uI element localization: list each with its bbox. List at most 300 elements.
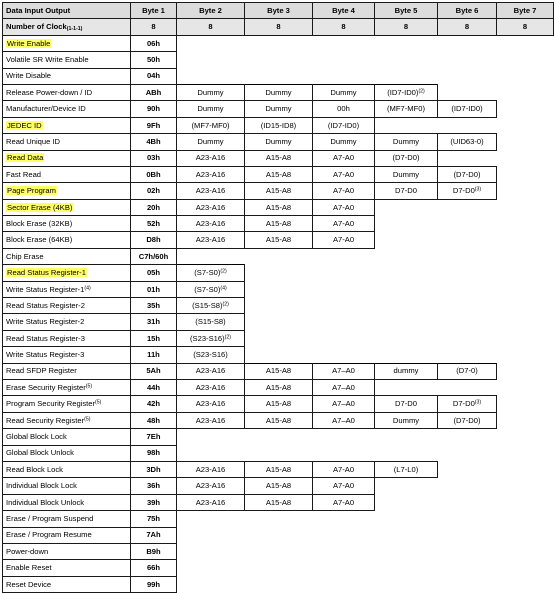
byte-value: A7–A0 <box>332 382 355 392</box>
byte-cell <box>313 216 375 232</box>
opcode-cell <box>131 445 177 461</box>
empty-cell <box>313 429 375 445</box>
opcode-cell <box>131 527 177 543</box>
opcode: 04h <box>146 71 161 81</box>
empty-cell <box>375 68 438 84</box>
byte-cell <box>438 412 497 428</box>
byte-value: A23-A16 <box>195 399 226 409</box>
command-row <box>3 445 554 461</box>
empty-cell <box>438 330 497 346</box>
opcode: 52h <box>146 218 161 228</box>
byte-value: A7-A0 <box>332 218 355 228</box>
command-name: Block Erase (32KB) <box>6 218 73 228</box>
byte-cell <box>375 183 438 199</box>
command-name: Fast Read <box>6 169 42 179</box>
empty-cell <box>177 543 245 559</box>
empty-cell <box>438 560 497 576</box>
byte-value: (S7-S0) <box>194 268 221 278</box>
opcode-cell <box>131 35 177 51</box>
empty-cell <box>313 314 375 330</box>
byte-value: A15-A8 <box>265 235 292 245</box>
opcode-cell <box>131 543 177 559</box>
byte-value: A23-A16 <box>195 218 226 228</box>
opcode: 20h <box>146 202 161 212</box>
empty-cell <box>177 527 245 543</box>
empty-cell <box>438 298 497 314</box>
byte-cell <box>177 117 245 133</box>
command-name-cell <box>3 166 131 182</box>
opcode-cell <box>131 429 177 445</box>
byte-cell <box>438 166 497 182</box>
empty-cell <box>438 68 497 84</box>
empty-cell <box>497 363 554 379</box>
header-cell: Byte 4 <box>313 3 375 19</box>
header-cell: Data Input Output <box>3 3 131 19</box>
byte-value: A23-A16 <box>195 169 226 179</box>
empty-cell <box>497 527 554 543</box>
byte-value: A15-A8 <box>265 399 292 409</box>
byte-value: A7–A0 <box>332 415 355 425</box>
byte-value: A23-A16 <box>195 382 226 392</box>
empty-cell <box>245 543 313 559</box>
command-row <box>3 363 554 379</box>
command-row <box>3 396 554 412</box>
command-name-cell <box>3 478 131 494</box>
command-name: Chip Erase <box>6 251 44 261</box>
empty-cell <box>313 68 375 84</box>
empty-cell <box>375 314 438 330</box>
empty-cell <box>245 445 313 461</box>
empty-cell <box>497 248 554 264</box>
byte-cell <box>313 461 375 477</box>
empty-cell <box>313 543 375 559</box>
empty-cell <box>497 101 554 117</box>
byte-cell <box>245 84 313 100</box>
empty-cell <box>438 461 497 477</box>
byte-cell <box>177 134 245 150</box>
command-name: Enable Reset <box>6 563 52 573</box>
byte-cell <box>375 101 438 117</box>
opcode: B9h <box>146 546 161 556</box>
byte-cell <box>313 494 375 510</box>
byte-value: Dummy <box>392 415 420 425</box>
byte-value: A23-A16 <box>195 497 226 507</box>
empty-cell <box>375 330 438 346</box>
opcode-cell <box>131 396 177 412</box>
empty-cell <box>375 478 438 494</box>
byte-cell <box>177 379 245 395</box>
empty-cell <box>177 68 245 84</box>
byte-value: A15-A8 <box>265 464 292 474</box>
command-name-cell <box>3 330 131 346</box>
clock-count-cell: 8 <box>497 19 554 35</box>
empty-cell <box>497 265 554 281</box>
empty-cell <box>438 248 497 264</box>
command-name-cell <box>3 527 131 543</box>
empty-cell <box>438 429 497 445</box>
opcode: 5Ah <box>146 366 161 376</box>
empty-cell <box>438 150 497 166</box>
byte-cell <box>375 134 438 150</box>
empty-cell <box>438 494 497 510</box>
clock-count-cell: 8 <box>177 19 245 35</box>
empty-cell <box>438 199 497 215</box>
byte-cell <box>313 412 375 428</box>
byte-value: Dummy <box>330 87 357 97</box>
command-name-cell <box>3 248 131 264</box>
empty-cell <box>497 134 554 150</box>
byte-cell <box>438 101 497 117</box>
byte-cell <box>177 314 245 330</box>
command-name-cell <box>3 134 131 150</box>
command-name: Read Security Register <box>6 415 85 425</box>
byte-cell <box>245 117 313 133</box>
command-name-cell <box>3 543 131 559</box>
byte-cell <box>177 396 245 412</box>
byte-value: A15-A8 <box>265 186 292 196</box>
command-row <box>3 314 554 330</box>
empty-cell <box>313 35 375 51</box>
command-name-cell <box>3 183 131 199</box>
opcode-cell <box>131 117 177 133</box>
byte-value: (MF7-MF0) <box>387 104 425 114</box>
command-row <box>3 543 554 559</box>
command-name: Write Status Register-3 <box>6 350 85 360</box>
command-rows <box>3 35 554 592</box>
byte-cell <box>313 150 375 166</box>
byte-value: A15-A8 <box>265 153 292 163</box>
byte-cell <box>245 494 313 510</box>
empty-cell <box>375 445 438 461</box>
byte-value: A15-A8 <box>265 366 292 376</box>
empty-cell <box>245 511 313 527</box>
byte-cell <box>177 412 245 428</box>
opcode-cell <box>131 216 177 232</box>
opcode: 31h <box>146 317 161 327</box>
empty-cell <box>497 478 554 494</box>
command-name-cell <box>3 117 131 133</box>
byte-cell <box>245 134 313 150</box>
command-row <box>3 183 554 199</box>
empty-cell <box>313 52 375 68</box>
command-name: Individual Block Lock <box>6 481 77 491</box>
empty-cell <box>497 560 554 576</box>
command-name: Read Status Register-3 <box>6 333 85 343</box>
byte-cell <box>177 330 245 346</box>
opcode: 01h <box>146 284 161 294</box>
footnote-ref: (4) <box>84 285 91 292</box>
empty-cell <box>497 412 554 428</box>
opcode-cell <box>131 166 177 182</box>
byte-value: A7-A0 <box>332 169 355 179</box>
command-name-cell <box>3 396 131 412</box>
clock-count-cell: 8 <box>313 19 375 35</box>
empty-cell <box>497 84 554 100</box>
byte-cell <box>245 363 313 379</box>
command-row <box>3 52 554 68</box>
command-row <box>3 216 554 232</box>
empty-cell <box>438 576 497 592</box>
empty-cell <box>375 494 438 510</box>
command-row <box>3 101 554 117</box>
opcode-cell <box>131 265 177 281</box>
opcode-cell <box>131 347 177 363</box>
byte-value: (D7-D0) <box>392 153 420 163</box>
opcode-cell <box>131 494 177 510</box>
footnote-ref: (3) <box>474 186 482 193</box>
byte-cell <box>313 117 375 133</box>
command-row <box>3 281 554 297</box>
byte-cell <box>313 379 375 395</box>
opcode: 05h <box>146 268 161 278</box>
empty-cell <box>497 199 554 215</box>
command-name-cell <box>3 281 131 297</box>
command-row <box>3 248 554 264</box>
empty-cell <box>438 478 497 494</box>
byte-cell <box>313 199 375 215</box>
command-name: Manufacturer/Device ID <box>6 104 86 114</box>
command-name-cell <box>3 314 131 330</box>
empty-cell <box>438 35 497 51</box>
empty-cell <box>177 52 245 68</box>
footnote-ref: (2) <box>222 301 229 308</box>
empty-cell <box>313 445 375 461</box>
byte-cell <box>177 478 245 494</box>
empty-cell <box>438 379 497 395</box>
command-row <box>3 117 554 133</box>
command-name-cell <box>3 576 131 592</box>
opcode: D8h <box>146 235 161 245</box>
empty-cell <box>313 560 375 576</box>
empty-cell <box>438 314 497 330</box>
empty-cell <box>497 35 554 51</box>
byte-value: A23-A16 <box>195 415 226 425</box>
byte-value: dummy <box>393 366 419 376</box>
command-name: Power-down <box>6 546 49 556</box>
byte-value: A23-A16 <box>195 202 226 212</box>
byte-value: D7-D0 <box>452 186 475 196</box>
byte-cell <box>313 101 375 117</box>
empty-cell <box>497 232 554 248</box>
header-cell: Byte 3 <box>245 3 313 19</box>
empty-cell <box>497 511 554 527</box>
empty-cell <box>497 150 554 166</box>
byte-value: Dummy <box>265 87 292 97</box>
empty-cell <box>245 429 313 445</box>
command-name-cell <box>3 560 131 576</box>
opcode: 39h <box>146 497 161 507</box>
command-row <box>3 560 554 576</box>
byte-value: D7-D0 <box>395 186 417 196</box>
empty-cell <box>497 281 554 297</box>
byte-cell <box>245 199 313 215</box>
empty-cell <box>438 527 497 543</box>
opcode-cell <box>131 461 177 477</box>
command-name-cell <box>3 52 131 68</box>
byte-cell <box>245 478 313 494</box>
command-name-cell <box>3 150 131 166</box>
empty-cell <box>313 347 375 363</box>
byte-value: A7-A0 <box>332 235 355 245</box>
command-row <box>3 330 554 346</box>
byte-cell <box>375 150 438 166</box>
byte-value: (ID15-ID8) <box>260 120 297 130</box>
opcode: 42h <box>146 399 161 409</box>
byte-value: Dummy <box>392 169 420 179</box>
command-name-cell <box>3 511 131 527</box>
byte-cell <box>375 396 438 412</box>
byte-value: A7-A0 <box>332 464 355 474</box>
byte-value: D7-D0 <box>395 399 417 409</box>
byte-value: (D7-D0) <box>453 169 481 179</box>
byte-value: A15-A8 <box>265 202 292 212</box>
empty-cell <box>497 166 554 182</box>
command-name-cell <box>3 461 131 477</box>
byte-cell <box>375 461 438 477</box>
empty-cell <box>375 560 438 576</box>
command-row <box>3 265 554 281</box>
command-row <box>3 166 554 182</box>
opcode-cell <box>131 314 177 330</box>
command-row <box>3 347 554 363</box>
byte-cell <box>177 494 245 510</box>
command-row <box>3 134 554 150</box>
opcode-cell <box>131 298 177 314</box>
command-row <box>3 511 554 527</box>
empty-cell <box>375 576 438 592</box>
byte-cell <box>313 232 375 248</box>
empty-cell <box>438 281 497 297</box>
empty-cell <box>497 445 554 461</box>
byte-cell <box>375 166 438 182</box>
byte-value: (S15-S8) <box>195 317 226 327</box>
opcode-cell <box>131 576 177 592</box>
opcode-cell <box>131 199 177 215</box>
command-name: Sector Erase (4KB) <box>7 202 73 212</box>
command-name-cell <box>3 363 131 379</box>
empty-cell <box>245 330 313 346</box>
byte-value: Dummy <box>392 137 420 147</box>
command-name: Read Block Lock <box>6 464 63 474</box>
opcode: 03h <box>146 153 161 163</box>
header-cell: Byte 2 <box>177 3 245 19</box>
byte-cell <box>313 183 375 199</box>
empty-cell <box>245 576 313 592</box>
empty-cell <box>497 314 554 330</box>
opcode-cell <box>131 84 177 100</box>
empty-cell <box>313 265 375 281</box>
empty-cell <box>497 52 554 68</box>
command-row <box>3 68 554 84</box>
byte-value: (MF7-MF0) <box>191 120 230 130</box>
opcode-cell <box>131 52 177 68</box>
empty-cell <box>313 330 375 346</box>
empty-cell <box>497 461 554 477</box>
footnote-ref: (2) <box>220 268 227 275</box>
empty-cell <box>438 265 497 281</box>
command-name: Read SFDP Register <box>6 366 77 376</box>
byte-cell <box>245 150 313 166</box>
opcode: 44h <box>146 382 161 392</box>
command-name: Read Unique ID <box>6 137 61 147</box>
opcode: 15h <box>146 333 161 343</box>
byte-value: A23-A16 <box>195 235 226 245</box>
byte-cell <box>177 166 245 182</box>
byte-value: A23-A16 <box>195 481 226 491</box>
command-name-cell <box>3 445 131 461</box>
byte-value: A23-A16 <box>195 464 226 474</box>
byte-value: (D7-0) <box>456 366 478 376</box>
empty-cell <box>245 347 313 363</box>
empty-cell <box>177 35 245 51</box>
clock-count-cell: 8 <box>131 19 177 35</box>
byte-value: A7–A0 <box>332 366 355 376</box>
byte-value: A23-A16 <box>195 186 226 196</box>
command-name-cell <box>3 101 131 117</box>
byte-value: A7-A0 <box>332 202 355 212</box>
command-name: Release Power-down / ID <box>6 87 93 97</box>
command-row <box>3 494 554 510</box>
opcode: 7Eh <box>146 432 161 442</box>
byte-value: A15-A8 <box>265 481 292 491</box>
byte-value: A15-A8 <box>265 415 292 425</box>
empty-cell <box>497 330 554 346</box>
opcode: 99h <box>146 579 161 589</box>
byte-cell <box>177 199 245 215</box>
opcode: 06h <box>146 38 161 48</box>
byte-value: Dummy <box>265 104 292 114</box>
command-name-cell <box>3 199 131 215</box>
opcode: 48h <box>146 415 161 425</box>
opcode: 75h <box>146 514 161 523</box>
opcode: 9Fh <box>146 120 161 130</box>
empty-cell <box>375 543 438 559</box>
command-name-cell <box>3 347 131 363</box>
command-name: Volatile SR Write Enable <box>6 55 89 65</box>
command-name: Program Security Register <box>6 399 96 409</box>
byte-cell <box>313 478 375 494</box>
empty-cell <box>177 445 245 461</box>
command-row <box>3 429 554 445</box>
command-name: Individual Block Unlock <box>6 497 85 507</box>
command-name-cell <box>3 84 131 100</box>
byte-cell <box>177 84 245 100</box>
opcode: 0Bh <box>146 169 161 179</box>
command-name: Global Block Unlock <box>6 448 74 458</box>
byte-value: A7–A0 <box>332 399 355 409</box>
command-row <box>3 199 554 215</box>
opcode: 02h <box>146 186 161 196</box>
byte-cell <box>177 298 245 314</box>
command-name: Write Status Register-2 <box>6 317 85 327</box>
opcode-cell <box>131 412 177 428</box>
clock-count-label-sub: (1-1-1) <box>66 26 83 33</box>
byte-value: (S7-S0) <box>194 284 221 294</box>
byte-cell <box>245 412 313 428</box>
command-name-cell <box>3 265 131 281</box>
empty-cell <box>245 248 313 264</box>
byte-cell <box>177 232 245 248</box>
byte-cell <box>313 84 375 100</box>
empty-cell <box>313 511 375 527</box>
empty-cell <box>438 216 497 232</box>
byte-cell <box>177 183 245 199</box>
byte-cell <box>245 396 313 412</box>
empty-cell <box>438 445 497 461</box>
byte-value: A7-A0 <box>332 481 355 491</box>
command-name: Erase Security Register <box>6 382 86 392</box>
opcode-cell <box>131 68 177 84</box>
